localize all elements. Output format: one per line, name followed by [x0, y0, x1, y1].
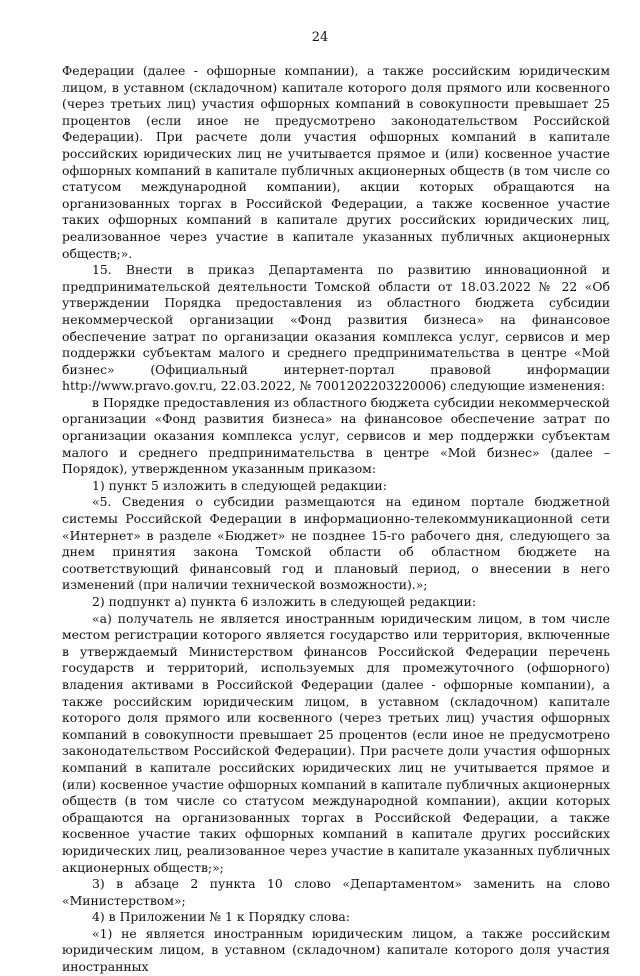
paragraph-subpoint-a-text: «а) получатель не является иностранным юридическим лицом, в том числе местом регистрации которого является государство или территория, включенные в утверждаемый Министерством финансов Российской Федерации перечень государств и территорий, используемых для промежуточного (офшорного) владения активами в Российской Федерации (далее - офшорные компании), а также российским юридическим лицом, в уставном (складочном) капитале которого доля прямого или косвенного (через третьих лиц) участия офшорных компаний в совокупности превышает 25 процентов (если иное не предусмотрено законодательством Российской Федерации). При расчете доли участия офшорных компаний в капитале российских юридических лиц не учитывается прямое и (или) косвенное участие офшорных компаний в капитале публичных акционерных обществ (в том числе со статусом международной компании), акции которых обращаются на организованных торгах в Российской Федерации, а также косвенное участие таких офшорных компаний в капитале других российских юридических лиц, реализованное через участие в капитале указанных публичных акционерных обществ;»; [62, 610, 610, 875]
paragraph-subitem-1: 1) пункт 5 изложить в следующей редакции: [92, 477, 387, 493]
paragraph-continuation: Федерации (далее - офшорные компании), а также российским юридическим лицом, в уставном (складочном) капитале которого доля прямого или косвенного (через третьих лиц) участия офшорных компаний в совокупности превышает 25 процентов (если иное не предусмотрено законодательством Российской Федерации). При расчете доли участия офшорных компаний в капитале российских юридических лиц не учитывается прямое и (или) косвенное участие офшорных компаний в капитале публичных акционерных обществ (в том числе со статусом международной компании), акции которых обращаются на организованных торгах в Российской Федерации, а также косвенное участие таких офшорных компаний в капитале других российских юридических лиц, реализованное через участие в капитале указанных публичных акционерных обществ;». [62, 63, 610, 261]
document-body [62, 63, 610, 976]
paragraph-subitem-2: 2) подпункт а) пункта 6 изложить в следующей редакции: [92, 594, 477, 609]
page-number: 24 [311, 30, 329, 45]
paragraph-item-15: 15. Внести в приказ Департамента по развитию инновационной и предпринимательской деятельности Томской области от 18.03.2022 № 22 «Об утверждении Порядка предоставления из областного бюджета субсидии некоммерческой организации «Фонд развития бизнеса» на финансовое обеспечение затрат по организации оказания комплекса услуг, сервисов и мер поддержки субъектам малого и среднего предпринимательства в центре «Мой бизнес» (Официальный интернет-портал правовой информации http://www.pravo.gov.ru, 22.03.2022, № 7001202203220006) следующие изменения: [62, 262, 610, 394]
paragraph-subitem-4: 4) в Приложении № 1 к Порядку слова: [92, 909, 350, 925]
paragraph-subitem-3: 3) в абзаце 2 пункта 10 слово «Департаментом» заменить на слово «Министерством»; [62, 876, 610, 908]
paragraph-appendix-quote: «1) не является иностранным юридическим лицом, а также российским юридическим лицом, в уставном (складочном) капитале которого доля участия иностранных [62, 925, 610, 975]
paragraph-order-amendment-intro: в Порядке предоставления из областного бюджета субсидии некоммерческой организации «Фонд развития бизнеса» на финансовое обеспечение затрат по организации оказания комплекса услуг, сервисов и мер поддержки субъектам малого и среднего предпринимательства в центре «Мой бизнес» (далее – Порядок), утвержденном указанным приказом: [62, 394, 610, 477]
paragraph-point-5-text: «5. Сведения о субсидии размещаются на едином портале бюджетной системы Российской Федерации в информационно-телекоммуникационной сети «Интернет» в разделе «Бюджет» не позднее 15-го рабочего дня, следующего за днем принятия закона Томской области об областном бюджете на соответствующий финансовый год и плановый период, о внесении в него изменений (при наличии технической возможности).»; [62, 494, 610, 593]
